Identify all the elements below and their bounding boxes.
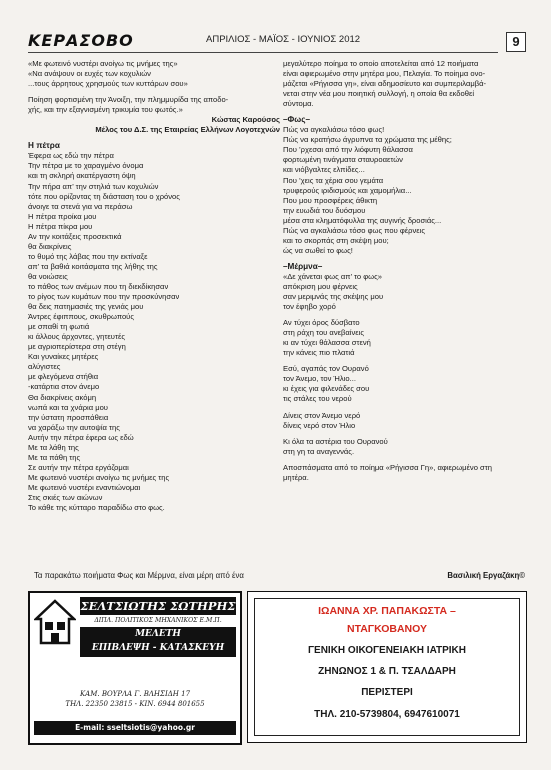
poem-line: φορτωμένη τινάγματα σταυρoαετών (283, 155, 403, 165)
poem-line: θα δεις πατημασιές της γενιάς μου (28, 302, 144, 312)
doctor-address: ΖΗΝΩΝΟΣ 1 & Π. ΤΣΑΛΔΑΡΗ (318, 666, 456, 677)
poem-line: Το κάθε της κύτταρο παραδίδω στο φως. (28, 503, 165, 513)
poem-line: Αν την κοιτάξεις προσεκτικά (28, 231, 122, 241)
poem-line: κι αν τύχει θάλασσα στενή (283, 338, 371, 348)
poem-line: σαν μεριμνάς της σκέψης μου (283, 292, 384, 302)
poem-line: και το σκορπάς στη σκέψη μου; (283, 235, 389, 245)
doctor-advertisement (247, 591, 527, 743)
poem-line: το ρίγος των κυμάτων που την προσκύνησαν (28, 292, 180, 302)
poem-line: Που ’χεις τα χέρια σου γεμάτα (283, 175, 384, 185)
poem-line: Σε αυτήν την πέτρα εργάζομαι (28, 462, 129, 472)
poem-line: -κατάρτια στον άνεμο (28, 382, 100, 392)
page-number: 9 (506, 32, 526, 52)
poem-line: με σπαθί τη φωτιά (28, 322, 90, 332)
poem-line: Στις σκιές των αιώνων (28, 492, 103, 502)
poem-line: Που μου προσφέρεις άθικτη (283, 195, 378, 205)
poem-line: και νιόβγαλτες ελπίδες... (283, 165, 365, 175)
poem-line: κι άλλους άρχοντες, γητευτές (28, 332, 125, 342)
right-column (283, 59, 527, 559)
poem-line: την κάνεις πιο πλατιά (283, 348, 355, 358)
ad-inner-frame (254, 598, 520, 736)
poem-line: Αυτήν την πέτρα έφερα ως εδώ (28, 432, 134, 442)
poem-line: Έφερα ως εδώ την πέτρα (28, 151, 114, 161)
intro-line: είναι αφιερωμένο στην μητέρα μου, Πελαγία. Το ποίημα ονο- (283, 69, 486, 79)
poem-line: Την πέτρα με το χαραγμένο όνομα (28, 161, 144, 171)
poem-line: την ευωδιά του δυόσμου (283, 205, 366, 215)
poem-line: να χαράξω την αυτοψία της (28, 422, 120, 432)
poem-line: απόκριση μου φέρνεις (283, 281, 358, 291)
poem-line: Εσύ, αγαπάς τον Ουρανό (283, 364, 369, 374)
house-icon (34, 599, 76, 645)
intro-line: ...τους άρρητους χρησμούς των κυττάρων σου» (28, 79, 188, 89)
doctor-phone: ΤΗΛ. 210-5739804, 6947610071 (314, 709, 460, 720)
footer-note: Τα παρακάτω ποιήματα Φως και Μέρμνα, είναι μέρη από ένα (34, 571, 244, 580)
signature-role: Μέλος του Δ.Σ. της Εταιρείας Ελλήνων Λογοτεχνών (95, 125, 280, 135)
poem-line: την ύστατη προσπάθεια (28, 412, 109, 422)
poem-line: με αγριοπερίστερα στη στέγη (28, 342, 126, 352)
service-study: ΜΕΛΕΤΗ (135, 629, 181, 639)
poem-line: τρυφερούς ιριδισμούς και χαμομήλια... (283, 185, 412, 195)
poem-title: Η πέτρα (28, 141, 60, 151)
poem-line: Πώς να αγκαλιάσω τόσο φως! (283, 125, 385, 135)
header-divider (28, 52, 498, 53)
doctor-area: ΠΕΡΙΣΤΕΡΙ (361, 687, 413, 698)
paragraph-line: Ποίηση φορτισμένη την Άνοιξη, την πλημμυρίδα της αποδο- (28, 95, 229, 105)
email-bar: E-mail: sseltsiotis@yahoo.gr (34, 721, 236, 735)
outro-line: Αποσπάσματα από το ποίημα «Ρήγισσα Γη», αφιερωμένο στη (283, 462, 492, 472)
intro-line: μεγαλύτερο ποίημα το οποίο αποτελείται από 12 ποιήματα (283, 59, 479, 68)
poem-line: Και γυναίκες μητέρες (28, 352, 99, 362)
poem-line: Άντρες έφιππους, σκυθρωπούς (28, 312, 134, 322)
poem-line: άνοιγε τα στενά για να περάσω (28, 201, 133, 211)
intro-line: «Με φωτεινό νυστέρι ανοίγω τις μνήμες της» (28, 59, 178, 68)
newspaper-logo: ΚΕΡΑΣΟΒΟ (28, 31, 134, 50)
poem-line: Θα διακρίνεις ακόμη (28, 392, 97, 402)
poem-line: και τη σκληρή ακατέργαστη όψη (28, 171, 136, 181)
poem-line: τον Άνεμο, τον Ήλιο... (283, 374, 356, 384)
advertiser-title: ΔΙΠΛ. ΠΟΛΙΤΙΚΟΣ ΜΗΧΑΝΙΚΟΣ Ε.Μ.Π. (94, 617, 222, 624)
address-line: ΚΑΜ. ΒΟΥΡΛΑ Γ. ΒΛΗΣΙΔΗ 17 (79, 690, 191, 698)
poem-line: Με φωτεινό νυστέρι ανοίγω τις μνήμες της (28, 472, 170, 482)
poem-line: θα διακρίνεις (28, 241, 72, 251)
poem-line: τότε που ορίζοντας τη διάσταση του ο χρόνος (28, 191, 180, 201)
poem-line: Αν τύχει όρος δύσβατο (283, 318, 360, 328)
doctor-surname: ΝΤΑΓΚΟΒΑΝΟΥ (346, 623, 427, 635)
left-column (28, 59, 280, 559)
poem-line: Με φωτεινό νυστέρι εναντιώνομαι (28, 482, 141, 492)
intro-line: «Να ανάψουν οι ευχές των κοχυλιών (28, 69, 151, 79)
poem-line: με φλεγόμενα στήθια (28, 372, 99, 382)
poem-title-mermna: –Μέρμνα– (283, 261, 323, 271)
poem-title-fos: –Φως– (283, 115, 311, 125)
poem-line: τις στάλες του νερού (283, 394, 352, 404)
poem-line: Δίνεις στον Άνεμο νερό (283, 410, 361, 420)
doctor-name: ΙΩΑΝΝΑ ΧΡ. ΠΑΠΑΚΩΣΤΑ – (318, 605, 456, 617)
poem-line: Με τα πάθη της (28, 452, 81, 462)
poem-line: «Δε χάνεται φως απ’ το φως» (283, 271, 382, 281)
poem-line: Κι όλα τα αστέρια του Ουρανού (283, 436, 388, 446)
author-credit: Βασιλική Εργαζάκη© (447, 571, 525, 580)
intro-line: σύντομα. (283, 99, 314, 109)
signature-name: Κώστας Καρούσος (211, 115, 280, 125)
intro-line: μάζεται «Ρήγισσα γη», είναι αδημοσίευτο και συμπεριλαμβά- (283, 79, 487, 89)
poem-line: τον έφηβο χορό (283, 302, 336, 312)
page-header (28, 30, 526, 54)
services-box (80, 627, 236, 657)
poem-line: ώς να σωθεί το φως! (283, 245, 353, 255)
poem-line: αλύγιστες (28, 362, 61, 372)
intro-line: νεται στην νέα μου ποιητική συλλογή, η οποία θα εκδοθεί (283, 89, 475, 99)
engineer-advertisement (28, 591, 242, 745)
poem-line: Η πέτρα προίκα μου (28, 211, 97, 221)
service-supervision: ΕΠΙΒΛΕΨΗ - ΚΑΤΑΣΚΕΥΗ (91, 643, 225, 653)
advertiser-address (34, 689, 236, 709)
poem-line: δίνεις νερό στον Ήλιο (283, 420, 356, 430)
doctor-specialty: ΓΕΝΙΚΗ ΟΙΚΟΓΕΝΕΙΑΚΗ ΙΑΤΡΙΚΗ (308, 645, 466, 656)
outro-line: μητέρα. (283, 472, 309, 482)
paragraph-line: χής, και την εξαγνισμένη τρικυμία του φωτός.» (28, 105, 183, 115)
poem-line: Πώς να αγκαλιάσω τόσο φως που φέρνεις (283, 225, 426, 235)
poem-line: Η πέτρα πίκρα μου (28, 221, 93, 231)
poem-line: μέσα στα κληματόφυλλα της αυγινής δροσιάς... (283, 215, 442, 225)
issue-date: ΑΠΡΙΛΙΟΣ - ΜΑΪΟΣ - ΙΟΥΝΙΟΣ 2012 (206, 34, 361, 45)
poem-line: Με τα λάθη της (28, 442, 79, 452)
phone-line: ΤΗΛ. 22350 23815 - ΚΙΝ. 6944 801655 (65, 700, 205, 708)
poem-line: Πώς να κρατήσω άγρυπνα τα χρώματα της μέθης; (283, 135, 452, 145)
poem-line: στη ράχη του ανεβαίνεις (283, 328, 364, 338)
poem-line: στη γη τα αναγεννάς. (283, 446, 355, 456)
poem-line: Την πήρα απ’ την στηλιά των κοχυλιών (28, 181, 159, 191)
poem-line: κι έχεις για φιλενάδες σου (283, 384, 370, 394)
poem-line: απ’ τα βαθιά κοιτάσματα της λήθης της (28, 261, 158, 271)
poem-line: νωπά και τα χνάρια μου (28, 402, 108, 412)
poem-line: θα νοιώσεις (28, 271, 68, 281)
poem-line: το θυμό της λάβας που την εκτίναξε (28, 251, 148, 261)
poem-line: το πάθος των ανέμων που τη διεκδίκησαν (28, 281, 169, 291)
poem-line: Που ’ρχεσαι από την λιόφυτη θάλασσα (283, 145, 413, 155)
advertiser-name: ΣΕΛΤΣΙΩΤΗΣ ΣΩΤΗΡΗΣ (80, 599, 236, 613)
